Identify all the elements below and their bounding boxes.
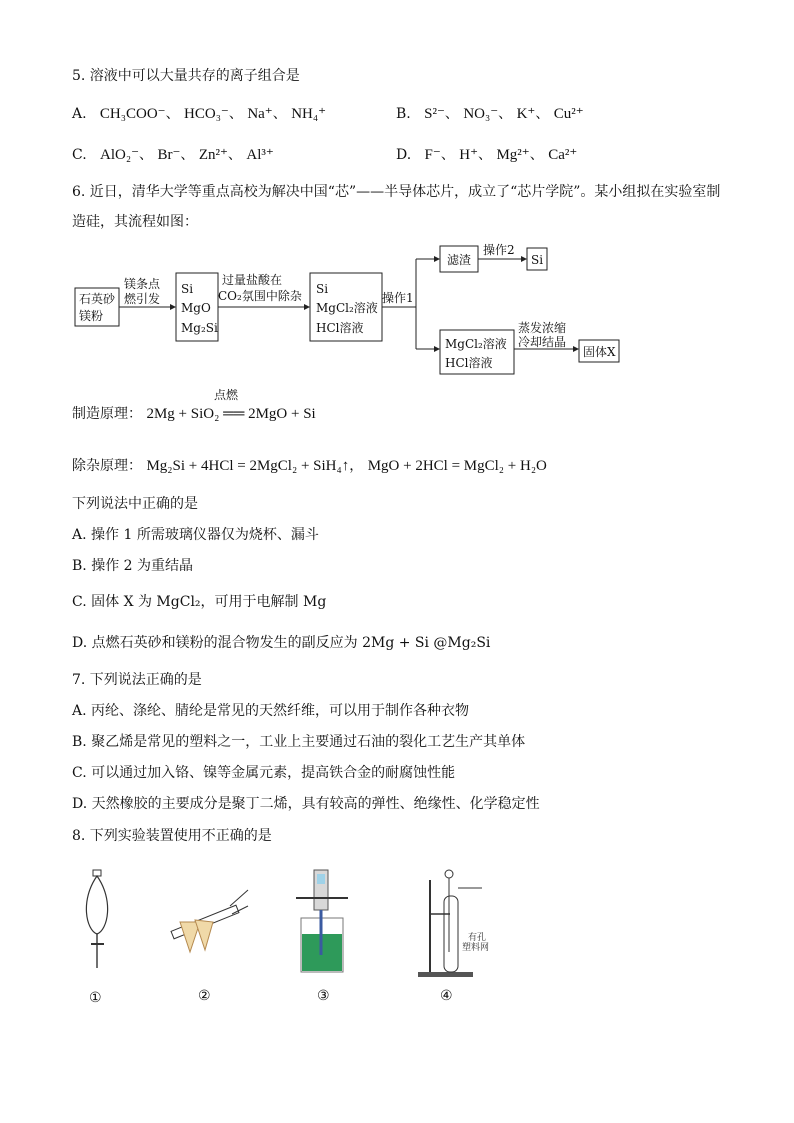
ion: F⁻ — [424, 147, 441, 163]
principle-line — [72, 404, 316, 424]
q7-stem: 7. 下列说法正确的是 — [72, 672, 202, 688]
purify-label: 除杂原理： — [72, 458, 142, 474]
q6-option-d[interactable]: D. 点燃石英砂和镁粉的混合物发生的副反应为 2Mg + Si @Mg₂Si — [72, 635, 491, 651]
q6-question: 下列说法中正确的是 — [72, 496, 198, 512]
q7-option-d[interactable]: D. 天然橡胶的主要成分是聚丁二烯，具有较高的弹性、绝缘性、化学稳定性 — [72, 796, 540, 812]
ion: Al³⁺ — [246, 147, 274, 163]
mesh-annotation-2: 塑料网 — [462, 943, 490, 953]
figure-label-1: ① — [89, 990, 102, 1006]
ion: K⁺ — [516, 106, 536, 122]
q7-option-a[interactable]: A. 丙纶、涤纶、腈纶是常见的天然纤维，可以用于制作各种衣物 — [72, 703, 470, 719]
arrow2-label-1: 过量盐酸在 — [222, 273, 283, 287]
ion: Na⁺ — [247, 106, 273, 122]
ion: NO₃⁻ — [463, 106, 499, 122]
si-label: Si — [531, 253, 544, 267]
q6-option-c[interactable]: C. 固体 X 为 MgCl₂，可用于电解制 Mg — [72, 594, 327, 610]
arrow1-label-1: 镁条点 — [124, 277, 161, 291]
arrow1-label-2: 燃引发 — [124, 292, 161, 306]
ion: Mg²⁺ — [496, 147, 530, 163]
beaker-with-probe-icon — [296, 870, 348, 972]
box3-line3: HCl溶液 — [316, 321, 364, 335]
principle-label: 制造原理： — [72, 406, 142, 422]
figure-label-4: ④ — [440, 988, 453, 1004]
figure-label-2: ② — [198, 988, 211, 1004]
principle-condition: 点燃 — [214, 388, 239, 402]
start-box-line1: 石英砂 — [79, 292, 116, 306]
q5-option-a[interactable]: A. CH₃COO⁻、 HCO₃⁻、 Na⁺、 NH₄⁺ — [72, 106, 326, 122]
q6-stem-line2: 造硅，其流程如图： — [72, 214, 198, 230]
purify-line: 除杂原理： Mg₂Si + 4HCl = 2MgCl₂ + SiH₄↑， MgO + 2HCl = MgCl₂ + H₂O — [72, 458, 547, 474]
mesh-annotation-1: 有孔 — [468, 933, 487, 943]
ion: H⁺ — [459, 147, 479, 163]
ion: CH₃COO⁻ — [99, 106, 166, 122]
solution-line1: MgCl₂溶液 — [445, 337, 507, 351]
op1-label: 操作1 — [382, 291, 414, 305]
arrow2-label-2: CO₂氛围中除杂 — [218, 289, 302, 303]
flow-diagram — [0, 238, 794, 380]
ion: AlO₂⁻ — [100, 147, 140, 163]
q6-option-b[interactable]: B. 操作 2 为重结晶 — [72, 558, 193, 574]
evap-label-2: 冷却结晶 — [518, 335, 567, 349]
ion: Br⁻ — [157, 147, 181, 163]
evap-label-1: 蒸发浓缩 — [518, 321, 567, 335]
hand-test-tube-icon — [171, 890, 248, 952]
stand-with-tube-icon — [418, 870, 482, 977]
q6-option-a[interactable]: A. 操作 1 所需玻璃仪器仅为烧杯、漏斗 — [72, 527, 319, 543]
q5-option-c[interactable]: C. AlO₂⁻、 Br⁻、 Zn²⁺、 Al³⁺ — [72, 147, 274, 163]
solid-x-label: 固体X — [583, 345, 616, 359]
start-box-line2: 镁粉 — [79, 309, 104, 323]
solution-line2: HCl溶液 — [445, 356, 493, 370]
box2-line2: MgO — [181, 301, 211, 315]
box2-line1: Si — [181, 282, 194, 296]
q8-stem: 8. 下列实验装置使用不正确的是 — [72, 828, 272, 844]
q5-option-d[interactable]: D. F⁻、 H⁺、 Mg²⁺、 Ca²⁺ — [396, 147, 578, 163]
principle-equation: 2Mg + SiO₂ ══ 2MgO + Si — [146, 406, 316, 422]
q7-option-b[interactable]: B. 聚乙烯是常见的塑料之一，工业上主要通过石油的裂化工艺生产其单体 — [72, 734, 526, 750]
figure-label-3: ③ — [317, 988, 330, 1004]
ion: Ca²⁺ — [548, 147, 578, 163]
ion: S²⁻ — [424, 106, 445, 122]
q6-stem-line1: 6. 近日，清华大学等重点高校为解决中国“芯”——半导体芯片，成立了“芯片学院”。某小组拟在实验室制 — [72, 184, 721, 200]
ion: NH₄⁺ — [291, 106, 326, 122]
box3-line2: MgCl₂溶液 — [316, 301, 378, 315]
purify-equation-1: Mg₂Si + 4HCl = 2MgCl₂ + SiH₄↑ — [146, 458, 350, 474]
ion: Cu²⁺ — [553, 106, 584, 122]
q7-option-c[interactable]: C. 可以通过加入铬、镍等金属元素，提高铁合金的耐腐蚀性能 — [72, 765, 456, 781]
box3-line1: Si — [316, 282, 329, 296]
op2-label: 操作2 — [483, 243, 515, 257]
box2-line3: Mg₂Si — [181, 321, 218, 335]
q5-stem: 5. 溶液中可以大量共存的离子组合是 — [72, 68, 300, 84]
apparatus-figures — [0, 860, 794, 1010]
q5-option-b[interactable]: B. S²⁻、 NO₃⁻、 K⁺、 Cu²⁺ — [396, 106, 584, 122]
ion: HCO₃⁻ — [184, 106, 229, 122]
filter-residue-label: 滤渣 — [447, 253, 472, 267]
separatory-funnel-icon — [86, 870, 107, 968]
ion: Zn²⁺ — [198, 147, 228, 163]
purify-equation-2: MgO + 2HCl = MgCl₂ + H₂O — [367, 458, 547, 474]
